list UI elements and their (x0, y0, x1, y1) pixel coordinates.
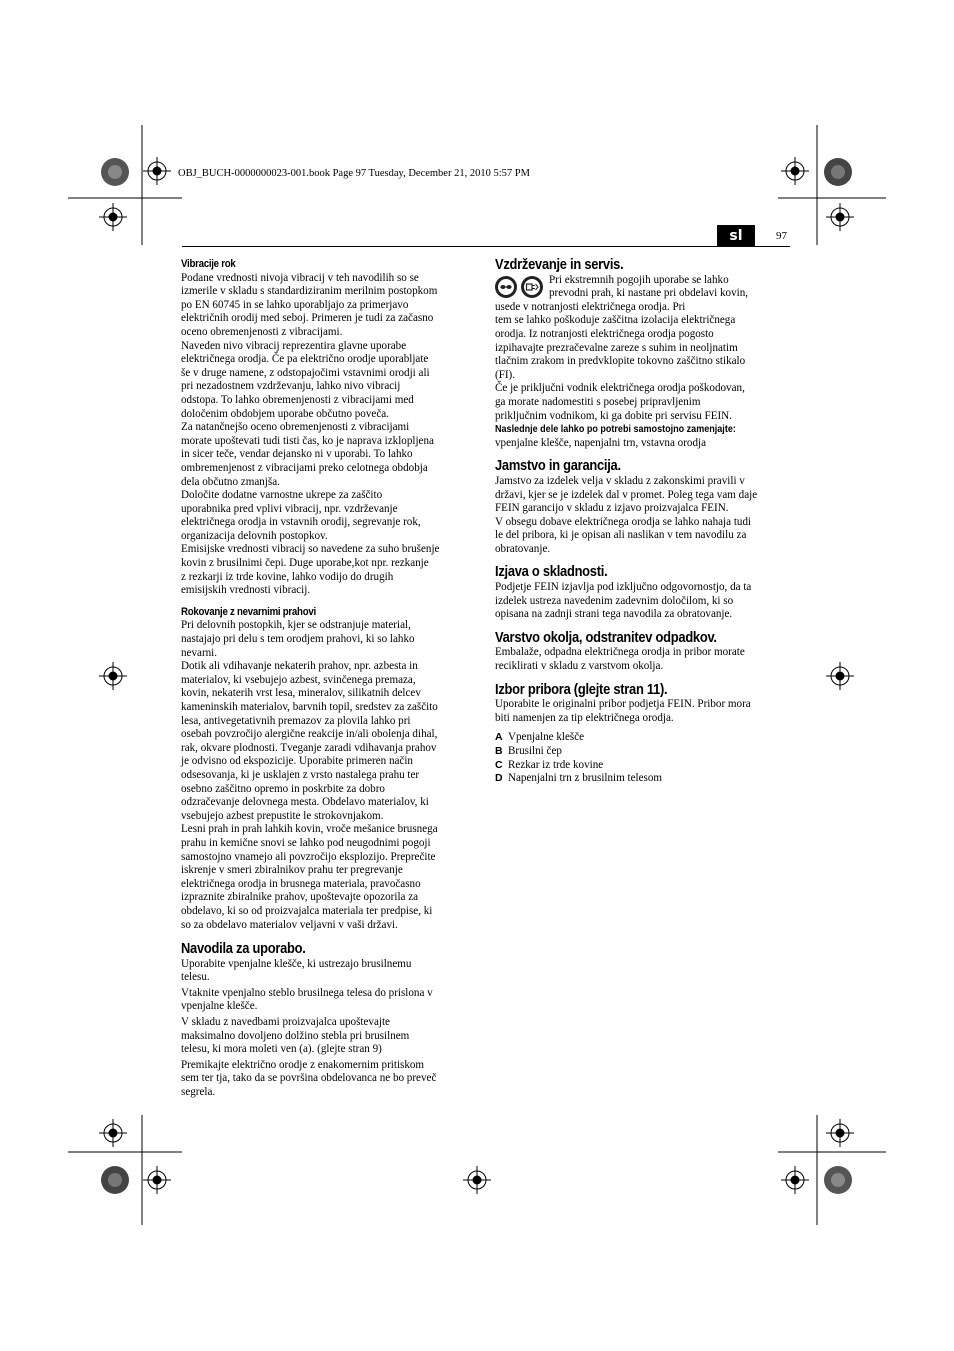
accessory-label: Rezkar iz trde kovine (508, 758, 604, 771)
text-line: materialov, ki vsebujejo azbest, svinčenega premaza, (181, 673, 416, 686)
text-line: (FI). (495, 368, 516, 381)
file-header: OBJ_BUCH-0000000023-001.book Page 97 Tuesday, December 21, 2010 5:57 PM (178, 168, 530, 179)
header-rule (182, 246, 790, 247)
text-line: Pri delovnih postopkih, kjer se odstranjuje material, (181, 619, 411, 632)
text-line: emisijskih vrednosti vibracij. (181, 584, 311, 597)
maintenance-parts: vpenjalne klešče, napenjalni trn, vstavna orodja (495, 436, 707, 449)
warranty-heading: Jamstvo in garancija. (495, 457, 621, 475)
dust-heading: Rokovanje z nevarnimi prahovi (181, 605, 316, 618)
text-line: le del pribora, ki je opisan ali naslikan v tem navodilu za (495, 529, 747, 542)
conformity-text (495, 581, 795, 622)
right-column (495, 258, 795, 786)
text-line: Embalaže, odpadna električnega orodja in pribor morate (495, 646, 745, 659)
text-line: izmerile v skladu s standardiziranim merilnim postopkom (181, 285, 438, 298)
text-line: prahu in kemične snovi se lahko pod neugodnimi pogoji (181, 836, 431, 849)
accessory-label: Vpenjalne klešče (508, 731, 585, 744)
text-line: reciklirati v skladu z varstvom okolja. (495, 660, 664, 673)
maintenance-parts-heading: Naslednje dele lahko po potrebi samostojno zamenjajte: (495, 423, 736, 436)
text-line: rak, okvare plodnosti. Tveganje zaradi vdihavanja prahov (181, 741, 437, 754)
maintenance-heading: Vzdrževanje in servis. (495, 256, 624, 273)
language-tab: sl (717, 225, 755, 247)
text-line: vpenjalne klešče. (181, 1000, 258, 1013)
text-line: osebah povzročijo alergične reakcije in/ali obolenja dihal, (181, 728, 438, 741)
text-line: usede v notranjosti električnega orodja. Pri (495, 300, 686, 313)
text-line: Uporabite le originalni pribor podjetja FEIN. Pribor mora (495, 698, 751, 711)
text-line: oceno obremenjenosti z vibracijami. (181, 325, 343, 338)
text-line: odzračevanje delovnega mesta. Obdelavo materialov, ki (181, 796, 429, 809)
text-line: vsebujejo azbest prepustite le strokovnjakom. (181, 809, 384, 822)
eye-protection-icon (495, 276, 517, 298)
text-line: električnega orodja. Če pa električno orodje uporabljate (181, 353, 429, 366)
text-line: obratovanje. (495, 542, 551, 555)
accessory-key: A (495, 731, 503, 744)
accessories-list (495, 731, 795, 785)
text-line: določenim obdobjem uporabe občutno poveča. (181, 407, 389, 420)
text-line: orodja. Iz notranjosti električnega orodja pogosto (495, 327, 714, 340)
accessory-item (495, 759, 795, 773)
text-line: Če je priključni vodnik električnega orodja poškodovan, (495, 382, 745, 395)
text-line: Lesni prah in prah lahkih kovin, vroče mešanice brusnega (181, 823, 438, 836)
accessory-key: C (495, 758, 503, 771)
accessory-item (495, 772, 795, 786)
text-line: maksimalno dovoljeno dolžino stebla pri brusilnem (181, 1029, 410, 1042)
text-line: z rezkarji iz trde kovine, lahko vodijo do drugih (181, 570, 394, 583)
text-line: kovin z brusilnimi čepi. Duge uporabe,kot npr. rezkanje (181, 557, 429, 570)
usage-paragraph (181, 1016, 481, 1057)
text-line: odstopa. To lahko obremenjenosti z vibracijami med (181, 393, 414, 406)
text-line: tlačnim zrakom in predvklopite tokovno zaščitno stikalo (495, 355, 746, 368)
text-line: Podjetje FEIN izjavlja pod izključno odgovornostjo, da ta (495, 581, 752, 594)
text-line: odsesovanja, ki je usklajen z vrsto nastalega prahu ter (181, 768, 420, 781)
safety-icons (495, 276, 543, 298)
text-line: izpihavajte prezračevalne zareze s suhim in neoljnatim (495, 341, 738, 354)
text-line: je odvisno od ekspozicije. Uporabite primeren način (181, 755, 413, 768)
text-line: ombremenjenost z vibracijami preko celotnega obdobja (181, 461, 428, 474)
accessory-key: B (495, 745, 503, 757)
conformity-heading: Izjava o skladnosti. (495, 563, 608, 581)
text-line: dela občutno zmanjša. (181, 475, 280, 488)
accessory-item (495, 731, 795, 745)
left-column (181, 258, 481, 1102)
accessories-text (495, 698, 795, 725)
page-number: 97 (776, 230, 787, 242)
dust-text (181, 619, 481, 932)
text-line: električnih orodij med seboj. Primeren je tudi za začasno (181, 312, 434, 325)
text-line: po EN 60745 in se lahko uporabljajo za primerjavo (181, 298, 409, 311)
usage-heading: Navodila za uporabo. (181, 940, 306, 958)
text-line: Dotik ali vdihavanje nekaterih prahov, npr. azbesta in (181, 660, 418, 673)
accessory-item (495, 745, 795, 759)
text-line: Premikajte električno orodje z enakomernim pritiskom (181, 1058, 425, 1071)
text-line: Vtaknite vpenjalno steblo brusilnega telesa do prislona v (181, 986, 433, 999)
accessory-label: Brusilni čep (508, 745, 562, 757)
text-line: organizacija delovnih postopkov. (181, 529, 328, 542)
text-line: priključnim vodnikom, ki ga dobite pri servisu FEIN. (495, 409, 732, 422)
text-line: so za obdelavo materialov veljavni v vaši državi. (181, 918, 398, 931)
text-line: pri nezadostnem vzdrževanju, lahko nivo vibracij (181, 380, 401, 393)
text-line: opisana na zadnji strani tega navodila za obratovanje. (495, 608, 733, 621)
usage-paragraph (181, 958, 481, 985)
text-line: Podane vrednosti nivoja vibracij v teh navodilih so se (181, 271, 419, 284)
text-line: električnega orodja in vstavnih orodij, segrevanje rok, (181, 516, 421, 529)
text-line: biti namenjen za tip električnega orodja. (495, 711, 674, 724)
text-line: državi, kjer se je izdelek dal v promet. Poleg tega vam daje (495, 488, 758, 501)
text-line: samostojno vnamejo ali povzročijo eksplozijo. Preprečite (181, 850, 436, 863)
text-line: električnega orodja in brusnega materiala, pravočasno (181, 877, 421, 890)
text-line: ga morate nadomestiti s posebej pripravljenim (495, 395, 701, 408)
text-line: telesu. (181, 971, 210, 984)
text-line: morate upoštevati tudi tisti čas, ko je naprava izklopljena (181, 434, 434, 447)
text-line: sem ter tja, tako da se površina obdelovanca ne bo preveč (181, 1072, 437, 1085)
maintenance-text (495, 314, 795, 423)
accessory-key: D (495, 772, 503, 785)
text-line: Za natančnejšo oceno obremenjenosti z vibracijami (181, 421, 410, 434)
text-line: Uporabite vpenjalne klešče, ki ustrezajo brusilnemu (181, 957, 412, 970)
usage-paragraph (181, 1059, 481, 1100)
text-line: iskrenje v smeri zbiralnikov prahu ter pregrevanje (181, 864, 403, 877)
text-line: prevodni prah, ki nastane pri obdelavi kovin, (549, 287, 749, 300)
unplug-icon (521, 276, 543, 298)
usage-paragraph (181, 987, 481, 1014)
text-line: Jamstvo za izdelek velja v skladu z zakonskimi pravili v (495, 474, 745, 487)
text-line: Določite dodatne varnostne ukrepe za zaščito (181, 489, 383, 502)
accessory-label: Napenjalni trn z brusilnim telesom (508, 772, 663, 785)
usage-text (181, 958, 481, 1100)
text-line: telesu, ki mora moleti ven (a). (glejte stran 9) (181, 1043, 382, 1056)
text-line: in sicer teče, vendar dejansko ni v uporabi. To lahko (181, 448, 413, 461)
vibration-heading: Vibracije rok (181, 258, 236, 270)
warranty-text (495, 475, 795, 557)
text-line: segrela. (181, 1086, 216, 1099)
text-line: kameninskih materialov, barvnih topil, sredstev za zaščito (181, 701, 438, 713)
text-line: obdelavo, ki so od proizvajalca materiala ter predpise, ki (181, 904, 433, 917)
text-line: tem se lahko poškoduje zaščitna izolacija električnega (495, 314, 736, 327)
accessories-heading: Izbor pribora (glejte stran 11). (495, 680, 668, 698)
text-line: V skladu z navedbami proizvajalca upoštevajte (181, 1016, 390, 1029)
environment-heading: Varstvo okolja, odstranitev odpadkov. (495, 628, 717, 646)
text-line: izdelek ustreza navedenim zadevnim določilom, ki so (495, 594, 734, 607)
text-line: izpraznite zbiralnike prahov, upoštevajte opozorila za (181, 891, 419, 904)
vibration-text (181, 272, 481, 598)
environment-text (495, 646, 795, 673)
text-line: lesa, antivegetativnih premazov za plovila lahko pri (181, 714, 411, 727)
text-line: nastajajo pri delu s tem orodjem prahovi, ki so lahko (181, 633, 415, 646)
text-line: nevarni. (181, 646, 218, 659)
text-line: Naveden nivo vibracij reprezentira glavne uporabe (181, 339, 407, 352)
text-line: Emisijske vrednosti vibracij so navedene za suho brušenje (181, 543, 440, 556)
text-line: FEIN garancijo v skladu z izjavo proizvajalca FEIN. (495, 502, 729, 515)
text-line: osebno zaščitno opremo in poskrbite za dobro (181, 782, 385, 795)
text-line: V obsegu dobave električnega orodja se lahko nahaja tudi (495, 515, 752, 528)
text-line: Pri ekstremnih pogojih uporabe se lahko (549, 273, 729, 286)
text-line: kovin, nekaterih vrst lesa, mineralov, silikatnih delcev (181, 687, 421, 700)
text-line: uporabnika pred vplivi vibracij, npr. vzdrževanje (181, 502, 398, 515)
text-line: še v druge namene, z odstopajočimi vstavnimi orodji ali (181, 366, 430, 379)
maintenance-icon-block (495, 274, 795, 315)
